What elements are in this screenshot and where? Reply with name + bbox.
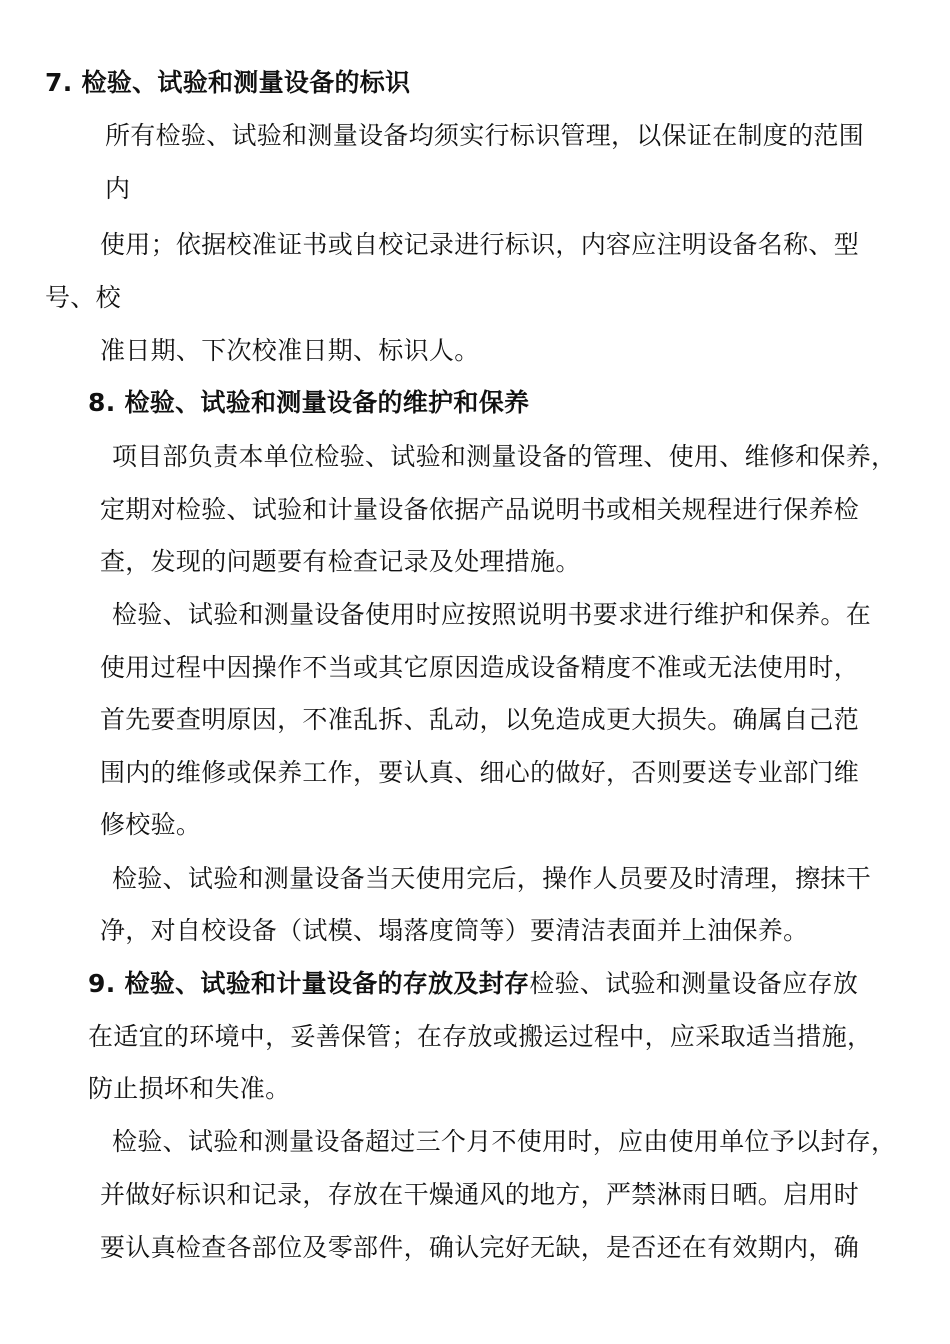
section-8-p2-line-1: 检验、试验和测量设备使用时应按照说明书要求进行维护和保养。在 — [112, 600, 872, 629]
section-8-p2-line-3: 首先要查明原因，不准乱拆、乱动，以免造成更大损失。确属自己范 — [100, 705, 860, 734]
section-8-p2-line-5: 修校验。 — [100, 810, 202, 839]
section-9-p2-line-2: 并做好标识和记录，存放在干燥通风的地方，严禁淋雨日晒。启用时 — [100, 1180, 860, 1209]
section-8-p1-line-1: 项目部负责本单位检验、试验和测量设备的管理、使用、维修和保养， — [112, 442, 897, 471]
section-8-p2-line-4: 围内的维修或保养工作，要认真、细心的做好，否则要送专业部门维 — [100, 758, 860, 787]
section-7-line-3: 使用；依据校准证书或自校记录进行标识，内容应注明设备名称、型 — [100, 230, 860, 259]
section-8-heading: 8. 检验、试验和测量设备的维护和保养 — [88, 388, 530, 417]
section-9-heading: 9. 检验、试验和计量设备的存放及封存 — [88, 969, 530, 998]
section-7-heading: 7. 检验、试验和测量设备的标识 — [45, 68, 411, 97]
section-8-p1-line-3: 查，发现的问题要有检查记录及处理措施。 — [100, 547, 581, 576]
section-8-p2-line-2: 使用过程中因操作不当或其它原因造成设备精度不准或无法使用时， — [100, 653, 860, 682]
section-7-line-2: 内 — [105, 174, 131, 203]
section-9-p1-line-2: 防止损坏和失准。 — [88, 1074, 291, 1103]
section-9-p2-line-3: 要认真检查各部位及零部件，确认完好无缺，是否还在有效期内，确 — [100, 1233, 860, 1262]
section-8-p3-line-2: 净，对自校设备（试模、塌落度筒等）要清洁表面并上油保养。 — [100, 916, 809, 945]
section-8-p1-line-2: 定期对检验、试验和计量设备依据产品说明书或相关规程进行保养检 — [100, 495, 860, 524]
section-9-p1-line-1: 在适宜的环境中，妥善保管；在存放或搬运过程中，应采取适当措施， — [88, 1022, 873, 1051]
section-7-line-5: 准日期、下次校准日期、标识人。 — [100, 336, 480, 365]
section-9-heading-line — [88, 967, 858, 1001]
section-8-p3-line-1: 检验、试验和测量设备当天使用完后，操作人员要及时清理，擦抹干 — [112, 864, 872, 893]
section-9-p2-line-1: 检验、试验和测量设备超过三个月不使用时，应由使用单位予以封存， — [112, 1127, 897, 1156]
section-7-line-1: 所有检验、试验和测量设备均须实行标识管理，以保证在制度的范围 — [105, 121, 865, 150]
section-7-line-4: 号、校 — [45, 283, 121, 312]
section-9-heading-tail: 检验、试验和测量设备应存放 — [529, 969, 859, 998]
